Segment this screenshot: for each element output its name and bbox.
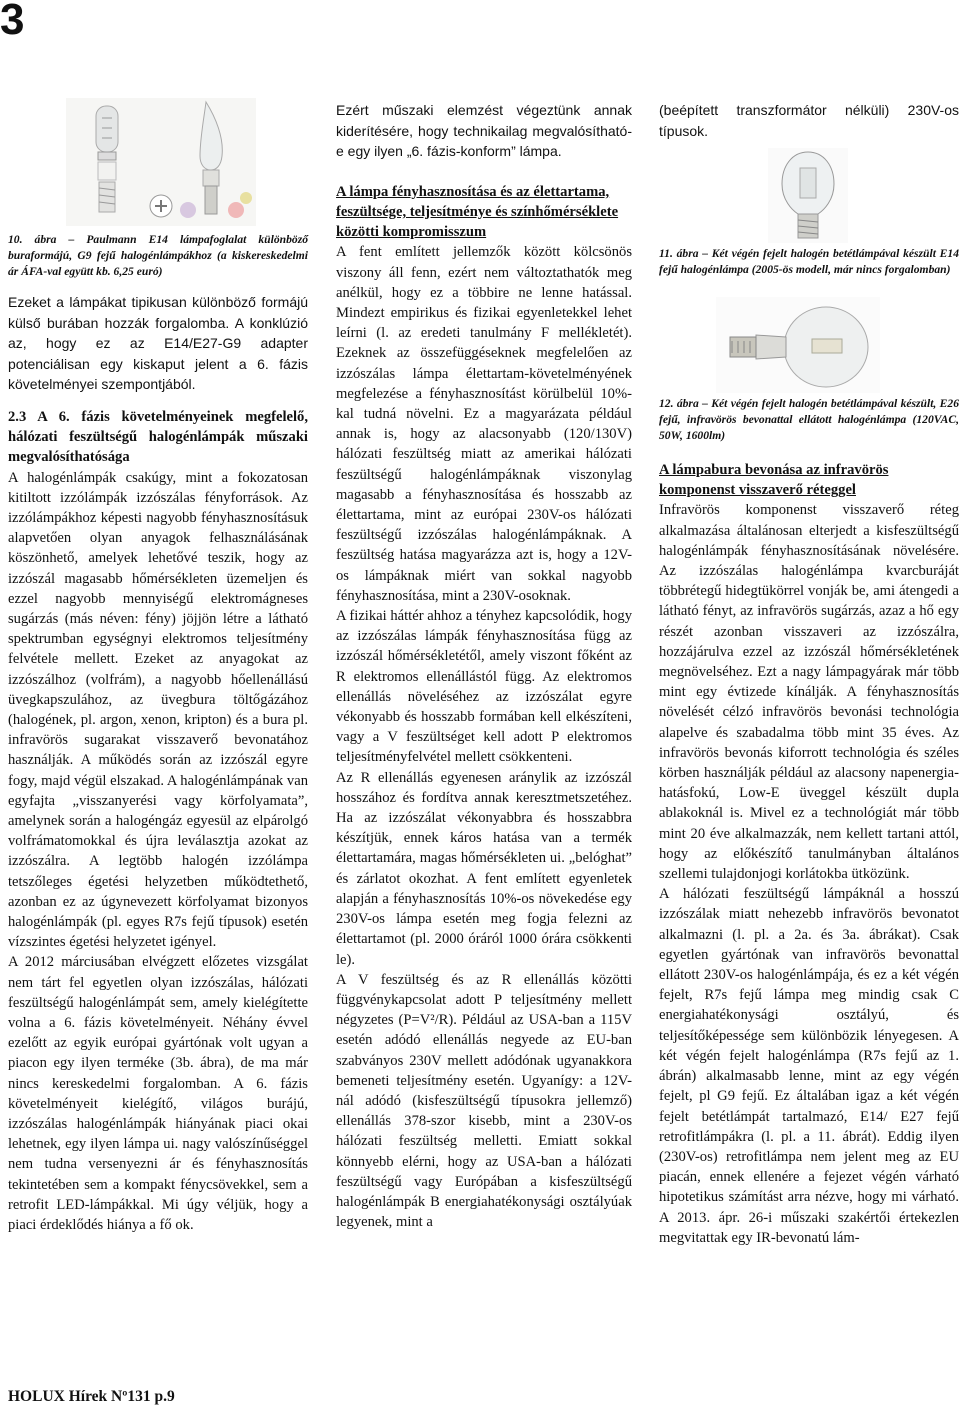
col1-body: A halogénlámpák csakúgy, mint a fokozatosan kitiltott izzólámpák izzószálas fényforrások. Az izzólámpákhoz képesti nagyobb fényhasznosításuk alapvetően olyan anyagok felhasználásának köszönhető, amelyek lehetővé teszik, hogy az izzószál magasabb hőmérsékleten üzemeljen és ezzel nagyobb mennyiségű elektromágneses sugárzás (más néven: fény) jöjjön létre a látható spektrumban egységnyi elektromos teljesítmény felvétele mellett. Ezeket az anyagokat az izzószálhoz (volfrám), a nagyobb hőellenállású üvegkapszulához, az üvegbura töltőgázához (halogének, pl. argon, xenon, kripton) és a bura pl. infravörös sugarakat visszaverő bevonatához használják. A működés során az izzószál egyre fogy, majd végül elszakad. A halogénlámpának van egyfajta „visszanyerési vagy körfolyamata”, amelynek során a halogéngáz egyesül az elpárolgó volfrámatomokkal és újra leválasztja azokat az izzószálra. A legtöbb halogén izzólámpa tetszőleges égetési helyzetben működtethető, azonban ez az úgynevezett körfolyamat bizonyos halogénlámpák (pl. egyes R7s fejű típusok) esetén vízszintes égetési helyzetet igényel. (8, 469, 308, 951)
figure-10-caption: 10. ábra – Paulmann E14 lámpafoglalat különböző buraformájú, G9 fejű halogénlámpákhoz (a kiskereskedelmi ár ÁFA-val együtt kb. 6,25 euró) (8, 233, 308, 278)
page-number: 3 (0, 0, 25, 44)
footer-holux: HOLUX Hírek Nº131 p.9 (8, 1388, 175, 1405)
column-3 (659, 100, 959, 141)
figure-11-caption-box (659, 246, 959, 278)
compromise-heading: A lámpa fényhasznosítása és az élettartama, feszültsége, teljesítménye és színhőmérséklete közötti kompromisszum (336, 183, 619, 241)
col2-body-3: Az R ellenállás egyenesen aránylik az izzószál hosszához és fordítva annak keresztmetszetéhez. Ha az izzószálat vékonyabbra és hosszabbra készítjük, ennek káros hatása van a termék élettartamára, magas hőmérsékleten ui. „belóghat” és zárlatot okozhat. A fent említett egyenletek alapján a fényhasznosítás 10%-os növekedése egy 230V-os lámpa esetén meg fogja felezni az élettartamot (pl. 2000 óráról 1000 órára csökkenti le). (336, 769, 632, 968)
col3-intro: (beépített transzformátor nélküli) 230V-os típusok. (659, 102, 959, 139)
figure-12-caption: 12. ábra – Két végén fejelt halogén betétlámpával készült, E26 fejű, infravörös bevonattal ellátott halogénlámpa (120VAC, 50W, 1600lm) (659, 397, 959, 442)
figure-10-lamps-image (66, 98, 256, 226)
column-1 (8, 232, 308, 1235)
plus-icon (150, 195, 172, 217)
col1-paragraph-1: Ezeket a lámpákat tipikusan különböző formájú külső burában hozzák forgalomba. A konklúzió az, hogy ez az E14/E27-G9 adapter potenciálisan egy kiskaput jelent a 6. fázis követelményei szempontjából. (8, 294, 308, 393)
ir-coating-heading: A lámpabura bevonása az infravörös komponenst visszaverő réteggel (659, 462, 889, 499)
figure-12-ir-halogen-lamp-image (716, 297, 880, 393)
figure-11-halogen-lamp-image (768, 148, 848, 243)
col2-body: A fent említett jellemzők között kölcsönös viszony áll fenn, ezért nem változtathatók meg anélkül, hogy ez a többire ne lenne hatással. Mindezt empirikus és fizikai egyenletekkel lehet leírni (l. az eredeti tanulmány F mellékletét). Ezeknek az összefüggéseknek megfelelően az izzószálas lámpa élettartam-követelményének megfelezése a fényhasznosítást körülbelül 10%-kal tudná növelni. Ez a magyarázata például annak is, hogy az alacsonyabb (120/130V) hálózati feszültség miatt az amerikai hálózati feszültségű halogénlámpáknak viszonylag magasabb a fényhasznosítása és hosszabb az élettartama, mint az európai 230V-os hálózati feszültségű izzószálas halogénlámpáknak. A feszültség hatása magyarázza azt is, hogy a 12V-os lámpáknak miért van sokkal nagyobb fényhasznosítása, mint a 230V-osoknak. (336, 244, 632, 604)
col1-body-2: A 2012 márciusában elvégzett előzetes vizsgálat nem tárt fel egyetlen olyan izzószálas, hálózati feszültségű halogénlámpát sem, amely kielégítette volna a 6. fázis követelményeit. Néhány évvel ezelőtt az egyik európai gyártónak volt ugyan a piacon egy ilyen terméke (3b. ábra), de ma már nincs kereskedelmi forgalomban. A 6. fázis követelményeit kielégítő, világos burájú, izzószálas halogénlámpák hiányának piaci okai lehetnek, egy ilyen lámpa ui. nagy valószínűséggel nem tudna versenyezni ár és fényhasznosítás tekintetében sem a kompakt fénycsövekkel, sem a retrofit LED-lámpákkal. Mi úgy véljük, hogy a piaci érdeklődés hiánya a fő ok. (8, 954, 308, 1234)
col2-intro: Ezért műszaki elemzést végeztünk annak kiderítésére, hogy technikailag megvalósítható-e egy ilyen „6. fázis-konform” lámpa. (336, 102, 632, 160)
col3-body: Infravörös komponenst visszaverő réteg alkalmazása általánosan elterjedt a kisfeszültségű halogénlámpák fényhasznosításának növelésére. Az izzószálas halogénlámpa kvarcburáját többrétegű hidegtükörrel vonják be, ami átengedi a látható fényt, az infravörös sugárzás, azaz a hő egy részét azonban visszaveri az izzószálra, hozzájárulva ezzel az izzószál hőmérsékletének megnövelséhez. Ezt a nagy lámpagyárak már több mint egy évtizede kínálják. A fényhasznosítás növelését célzó infravörös bevonási technológia alapelve és szabadalma több mint 35 éves. Az infravörös bevonás kiforrott technológia és széles körben használják például az alacsony napenergia-hatásfokú, Low-E üveggel készült dupla ablakoknál is. Mivel ez a technológiát már több mint 20 éve alkalmazzák, nem kellett tartani attól, hogy az előkészítő tanulmányban általános szellemi tulajdonjogi korlátokba ütközünk. (659, 502, 959, 883)
col2-body-2: A fizikai háttér ahhoz a tényhez kapcsolódik, hogy az izzószálas lámpák fényhasznosítása függ az izzószál hőmérsékletétől, amely viszont főként az R elektromos ellenállástól függ. Az elektromos ellenállás növeléséhez az izzószálat egyre vékonyabb és hosszabb formában kell elkészíteni, vagy a V feszültséget kell adott P elektromos teljesítményfelvétel mellett csökkenteni. (336, 608, 632, 766)
column-2 (336, 100, 632, 1232)
e14-adapter-icon (98, 162, 116, 212)
col3-body-2: A hálózati feszültségű lámpáknál a hosszú izzószálak miatt nehezebb infravörös bevonatot alkalmazni (l. pl. a 2a. és 3a. ábrákat). Csak egyetlen gyártónak van infravörös bevonattal ellátott 230V-os halogénlámpája, és ez a két végén fejelt, R7s fejű lámpa meg mindig csak C energiahatékonysági osztályú, és teljesítőképessége sem különbözik lényegesen. A két végén fejelt halogénlámpa (R7s fejű az 1. ábrán) alkalmasabb lenne, mint az egy végén fejelt, pl G9 fejű. Ez általában igaz a két végén fejelt betétlámpát tartalmazó, E14/ E27 fejű retrofitlámpákra (l. pl. a 11. ábrát). Eddig ilyen (230V-os) retrofitlámpa nem jelent meg az EU piacán, ennek ellenére a fejezet végén várható hipotetikus számítást arra nézve, hogy mi várható. A 2013. ápr. 26-i műszaki szakértői értekezlen megvitattak egy IR-bevonatú lám- (659, 886, 959, 1246)
g9-halogen-bulb-icon (96, 106, 118, 160)
col2-body-4: A V feszültség és az R ellenállás közötti függvénykapcsolat adott P teljesítmény mellett négyzetes (P=V²/R). Például az USA-ban a 115V esetén adódó ellenállás negyede az EU-ban szabványos 230V mellett adódónak ugyanakkora bemeneti teljesítmény esetén. Ugyanígy: a 12V-nál adódó (kisfeszültségű típusokra jellemző) ellenállás 378-szor kisebb, mint a 230V-os hálózati feszültség melletti. Emiatt sokkal könnyebb elérni, hogy az USA-ban a hálózati feszültségű vagy Európában a kisfeszültségű halogénlámpák B energiahatékonysági osztályúak legyenek, mint a (336, 971, 632, 1231)
column-3-lower (659, 396, 959, 1248)
section-2-3-heading: 2.3 A 6. fázis követelményeinek megfelelő, hálózati feszültségű halogénlámpák műszaki megvalósíthatósága (8, 408, 308, 466)
figure-11-caption: 11. ábra – Két végén fejelt halogén betétlámpával készült E14 fejű halogénlámpa (2005-ös modell, már nincs forgalomban) (659, 247, 959, 276)
